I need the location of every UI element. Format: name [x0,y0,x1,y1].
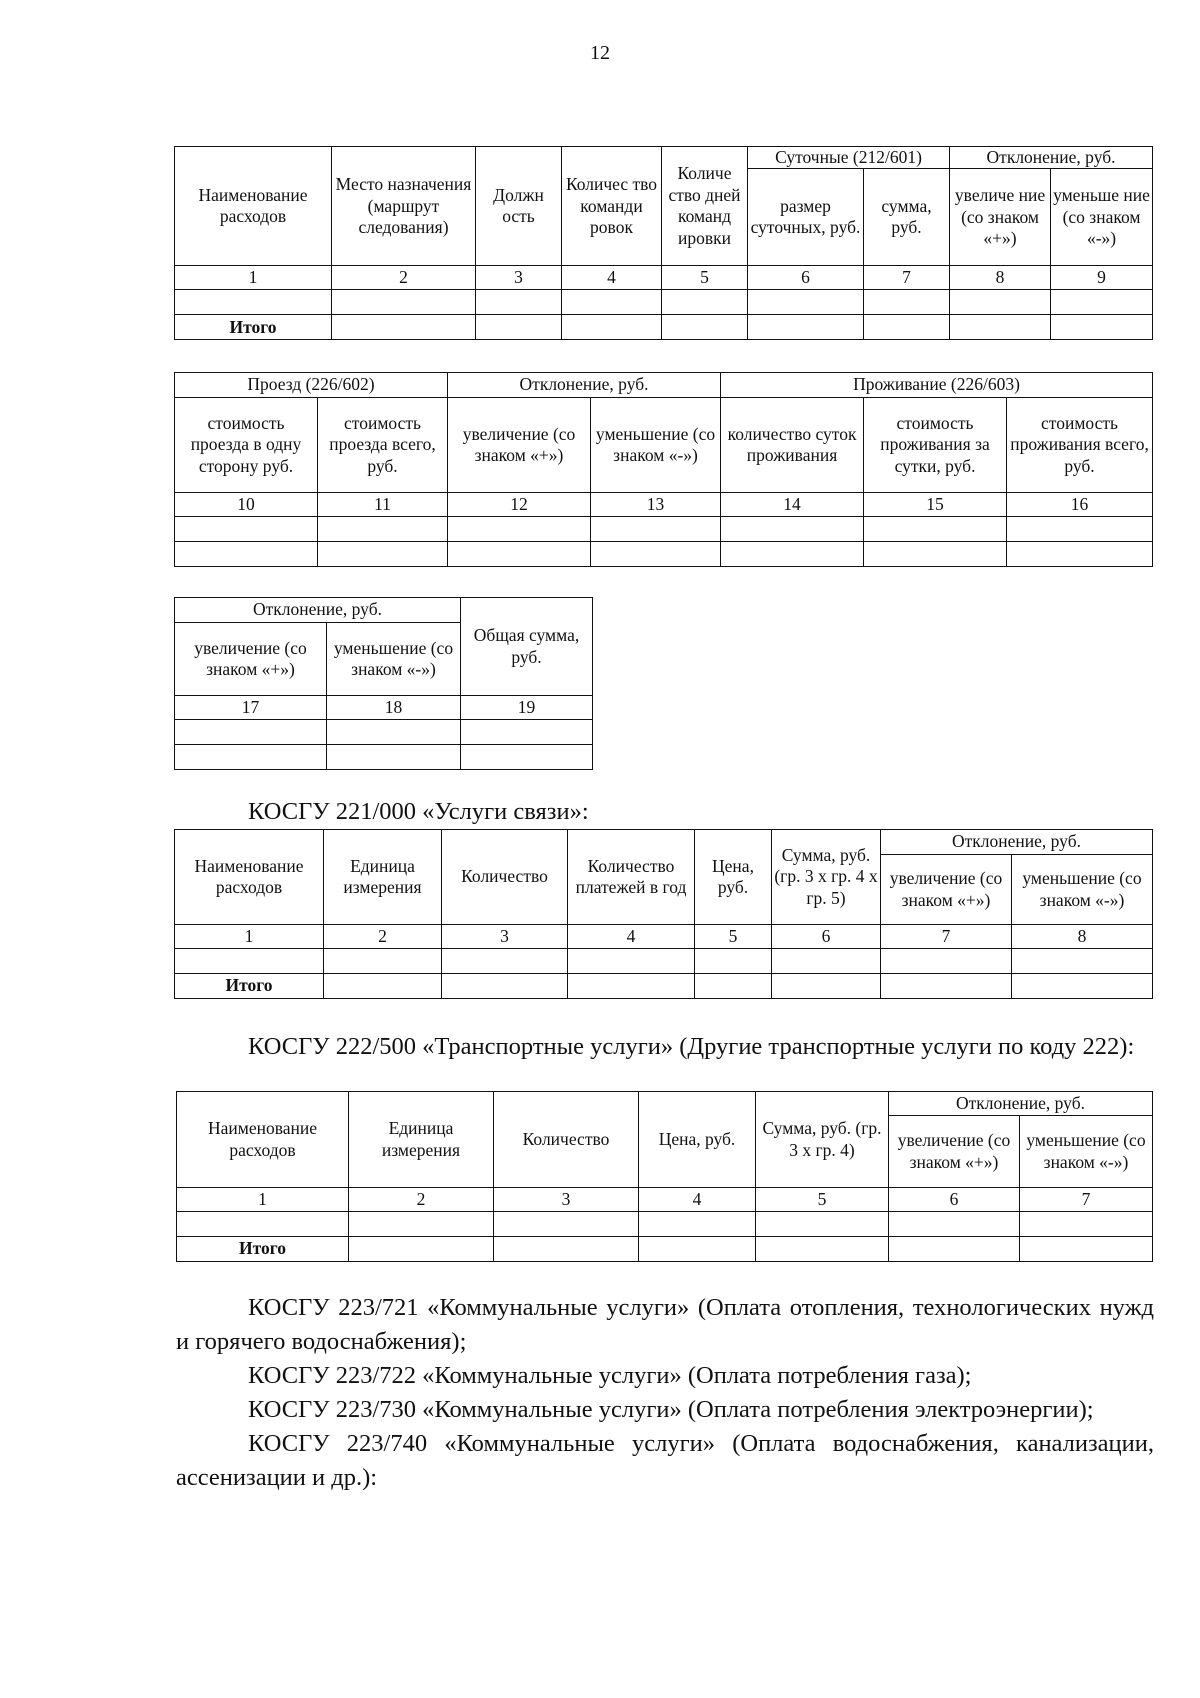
header-accommodation: Проживание (226/603) [721,373,1153,398]
empty-cell [568,949,695,974]
empty-cell [461,745,593,770]
header-increase: увеличе ние (со знаком «+») [950,169,1051,266]
section-heading-text: КОСГУ 221/000 «Услуги связи»: [248,798,589,825]
column-number: 10 [175,493,318,517]
header-increase: увеличение (со знаком «+») [889,1116,1020,1188]
empty-cell [332,315,476,340]
column-number: 3 [476,266,562,290]
empty-cell [1020,1212,1153,1237]
column-number: 6 [772,925,881,949]
empty-cell [175,949,324,974]
column-number: 5 [695,925,772,949]
header-travel: Проезд (226/602) [175,373,448,398]
column-number: 6 [889,1188,1020,1212]
column-number: 5 [756,1188,889,1212]
empty-cell [324,974,442,999]
table-row [175,720,593,745]
header-sum: Сумма, руб. (гр. 3 х гр. 4 х гр. 5) [772,830,881,925]
column-number: 13 [591,493,721,517]
empty-cell [562,290,662,315]
column-number: 1 [177,1188,349,1212]
empty-cell [349,1212,494,1237]
empty-cell [1012,974,1153,999]
empty-cell [950,315,1051,340]
empty-cell [177,1212,349,1237]
empty-cell [349,1237,494,1262]
header-per-diem-sum: сумма, руб. [864,169,950,266]
column-number: 7 [881,925,1012,949]
column-number: 4 [568,925,695,949]
empty-cell [476,315,562,340]
empty-cell [324,949,442,974]
column-number: 5 [662,266,748,290]
header-unit: Единица измерения [349,1092,494,1188]
empty-cell [591,542,721,567]
table-row [177,1212,1153,1237]
empty-cell [448,517,591,542]
empty-cell [1020,1237,1153,1262]
header-quantity: Количество [442,830,568,925]
section-heading-communications [176,795,1154,829]
header-increase: увеличение (со знаком «+») [175,623,327,696]
empty-cell [1051,315,1153,340]
header-destination: Место назначения (маршрут следования) [332,147,476,266]
column-number: 9 [1051,266,1153,290]
table-row [175,517,1153,542]
empty-cell [494,1237,639,1262]
column-number: 8 [1012,925,1153,949]
empty-cell [461,720,593,745]
empty-cell [662,315,748,340]
empty-cell [950,290,1051,315]
column-number: 8 [950,266,1051,290]
empty-cell [748,315,864,340]
empty-cell [889,1237,1020,1262]
transport-services-table [176,1091,1153,1262]
header-price: Цена, руб. [639,1092,756,1188]
column-number: 17 [175,696,327,720]
empty-cell [568,974,695,999]
header-deviation: Отклонение, руб. [448,373,721,398]
column-number: 12 [448,493,591,517]
empty-cell [772,974,881,999]
header-decrease: уменьшение (со знаком «-») [1020,1116,1153,1188]
empty-cell [695,974,772,999]
header-decrease: уменьшение (со знаком «-») [591,398,721,493]
table-row [175,745,593,770]
header-nightly-cost: стоимость проживания за сутки, руб. [864,398,1007,493]
empty-cell [1007,542,1153,567]
total-row [177,1237,1153,1262]
empty-cell [756,1212,889,1237]
column-number: 11 [318,493,448,517]
column-numbers-row [175,696,593,720]
empty-cell [494,1212,639,1237]
table-row [175,290,1153,315]
empty-cell [175,745,327,770]
header-quantity: Количество [494,1092,639,1188]
table-row [175,542,1153,567]
header-unit: Единица измерения [324,830,442,925]
header-total-stay-cost: стоимость проживания всего, руб. [1007,398,1153,493]
total-label: Итого [177,1237,349,1262]
per-diem-table [174,146,1153,340]
header-nights-count: количество суток проживания [721,398,864,493]
travel-accommodation-table [174,372,1153,567]
column-number: 14 [721,493,864,517]
header-one-way-cost: стоимость проезда в одну сторону руб. [175,398,318,493]
header-expense-name: Наименование расходов [177,1092,349,1188]
page-number: 12 [590,42,610,64]
header-grand-total: Общая сумма, руб. [461,598,593,696]
column-number: 3 [494,1188,639,1212]
header-expense-name: Наименование расходов [175,147,332,266]
empty-cell [864,290,950,315]
column-number: 4 [562,266,662,290]
empty-cell [175,517,318,542]
column-number: 7 [864,266,950,290]
empty-cell [864,517,1007,542]
column-number: 16 [1007,493,1153,517]
column-number: 2 [332,266,476,290]
total-row [175,315,1153,340]
total-row [175,974,1153,999]
column-number: 3 [442,925,568,949]
header-price: Цена, руб. [695,830,772,925]
paragraph: КОСГУ 223/722 «Коммунальные услуги» (Оплата потребления газа); [248,1362,972,1389]
empty-cell [175,290,332,315]
section-heading-transport [176,1030,1154,1064]
empty-cell [175,542,318,567]
header-decrease: уменьшение (со знаком «-») [327,623,461,696]
empty-cell [591,517,721,542]
header-total-travel-cost: стоимость проезда всего, руб. [318,398,448,493]
empty-cell [756,1237,889,1262]
header-sum: Сумма, руб. (гр. 3 х гр. 4) [756,1092,889,1188]
empty-cell [562,315,662,340]
empty-cell [721,542,864,567]
column-numbers-row [175,493,1153,517]
header-expense-name: Наименование расходов [175,830,324,925]
column-numbers-row [175,266,1153,290]
table-row [175,949,1153,974]
empty-cell [695,949,772,974]
header-decrease: уменьше ние (со знаком «-») [1051,169,1153,266]
total-label: Итого [175,974,324,999]
column-number: 7 [1020,1188,1153,1212]
empty-cell [327,720,461,745]
paragraph: КОСГУ 223/740 «Коммунальные услуги» (Оплата водоснабжения, канализации, ассенизации и др.): [176,1430,1154,1491]
column-number: 19 [461,696,593,720]
empty-cell [332,290,476,315]
section-heading-text: КОСГУ 222/500 «Транспортные услуги» (Другие транспортные услуги по коду 222): [248,1033,1135,1060]
column-numbers-row [175,925,1153,949]
header-trip-days: Количе ство дней команд ировки [662,147,748,266]
header-increase: увеличение (со знаком «+») [881,855,1012,925]
header-payments-per-year: Количество платежей в год [568,830,695,925]
header-increase: увеличение (со знаком «+») [448,398,591,493]
empty-cell [476,290,562,315]
empty-cell [442,974,568,999]
header-per-diem: Суточные (212/601) [748,147,950,169]
empty-cell [175,720,327,745]
empty-cell [639,1212,756,1237]
total-label: Итого [175,315,332,340]
paragraph: КОСГУ 223/721 «Коммунальные услуги» (Оплата отопления, технологических нужд и горячего водоснабжения); [176,1294,1154,1355]
empty-cell [864,315,950,340]
column-numbers-row [177,1188,1153,1212]
header-per-diem-rate: размер суточных, руб. [748,169,864,266]
paragraph: КОСГУ 223/730 «Коммунальные услуги» (Оплата потребления электроэнергии); [248,1396,1094,1423]
column-number: 2 [349,1188,494,1212]
communications-table [174,829,1153,999]
empty-cell [1012,949,1153,974]
empty-cell [881,974,1012,999]
empty-cell [318,517,448,542]
header-decrease: уменьшение (со знаком «-») [1012,855,1153,925]
header-deviation: Отклонение, руб. [889,1092,1153,1116]
column-number: 1 [175,925,324,949]
deviation-total-table [174,597,593,770]
empty-cell [772,949,881,974]
empty-cell [327,745,461,770]
empty-cell [442,949,568,974]
empty-cell [748,290,864,315]
empty-cell [721,517,864,542]
header-deviation: Отклонение, руб. [881,830,1153,855]
column-number: 4 [639,1188,756,1212]
empty-cell [318,542,448,567]
header-deviation: Отклонение, руб. [950,147,1153,169]
empty-cell [1051,290,1153,315]
header-deviation: Отклонение, руб. [175,598,461,623]
empty-cell [662,290,748,315]
column-number: 6 [748,266,864,290]
empty-cell [889,1212,1020,1237]
column-number: 2 [324,925,442,949]
header-trips-count: Количес тво команди ровок [562,147,662,266]
column-number: 15 [864,493,1007,517]
empty-cell [639,1237,756,1262]
column-number: 18 [327,696,461,720]
empty-cell [881,949,1012,974]
column-number: 1 [175,266,332,290]
empty-cell [1007,517,1153,542]
empty-cell [448,542,591,567]
empty-cell [864,542,1007,567]
utilities-paragraphs [176,1291,1154,1495]
header-position: Должн ость [476,147,562,266]
